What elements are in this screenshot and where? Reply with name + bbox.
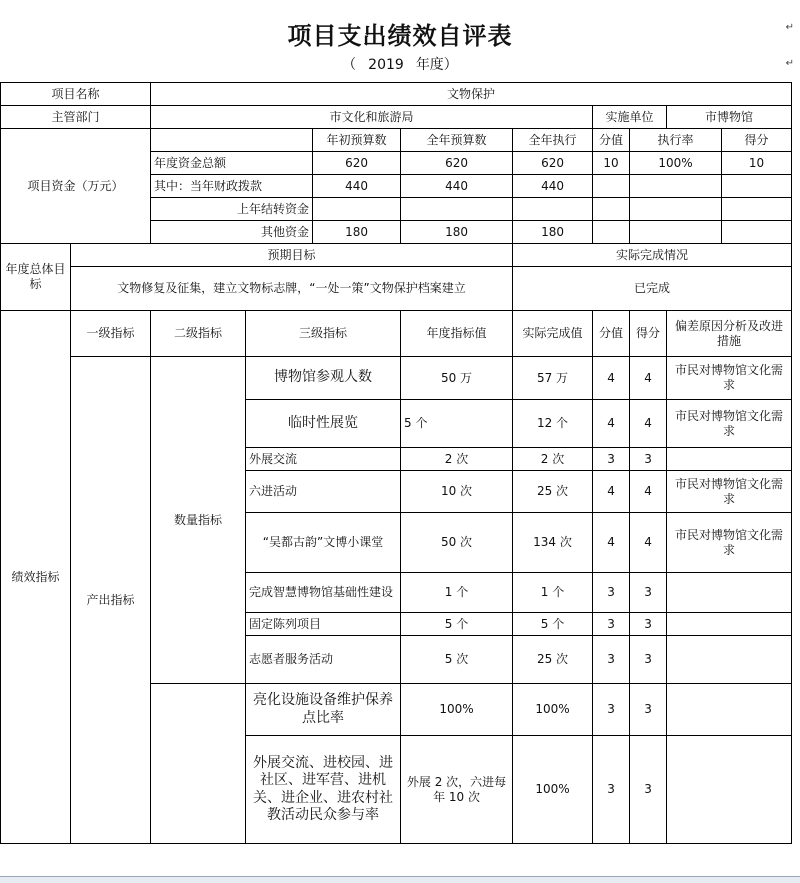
indicator-got: 3 [630,636,667,684]
indicator-header: 偏差原因分析及改进措施 [667,311,792,357]
funds-row-label: 其中：当年财政拨款 [151,175,313,198]
indicator-header: 二级指标 [151,311,246,357]
funds-col-header: 全年执行 [513,129,593,152]
indicator-header: 分值 [593,311,630,357]
project-name-label: 项目名称 [1,83,151,106]
indicator-reason: 市民对博物馆文化需求 [667,513,792,573]
indicator-score: 3 [593,573,630,613]
indicator-name: 外展交流、进校园、进社区、进军营、进机关、进企业、进农村社教活动民众参与率 [246,736,401,844]
funds-cell [513,198,593,221]
indicator-actual: 57 万 [513,357,593,400]
funds-cell: 440 [513,175,593,198]
indicator-got: 3 [630,736,667,844]
funds-cell [313,198,401,221]
indicator-target: 100% [401,684,513,736]
indicator-score: 3 [593,684,630,736]
indicator-reason: 市民对博物馆文化需求 [667,471,792,513]
funds-col-header: 全年预算数 [401,129,513,152]
indicator-name: 固定陈列项目 [246,613,401,636]
indicator-actual: 100% [513,736,593,844]
indicator-name: 亮化设施设备维护保养点比率 [246,684,401,736]
goals-actual-header: 实际完成情况 [513,244,792,267]
indicator-actual: 25 次 [513,471,593,513]
funds-col-header: 得分 [722,129,792,152]
indicator-score: 4 [593,513,630,573]
impl-value: 市博物馆 [667,106,792,129]
indicator-target: 外展 2 次，六进每年 10 次 [401,736,513,844]
funds-cell [593,175,630,198]
dept-label: 主管部门 [1,106,151,129]
paragraph-mark: ↵ [785,22,794,33]
funds-row-label: 其他资金 [151,221,313,244]
funds-col-header: 年初预算数 [313,129,401,152]
indicator-score: 4 [593,400,630,448]
funds-cell: 10 [593,152,630,175]
year-line [0,54,800,74]
indicator-target: 5 个 [401,613,513,636]
funds-col-header: 执行率 [630,129,722,152]
indicator-reason [667,573,792,613]
evaluation-table [0,82,792,844]
indicator-got: 4 [630,357,667,400]
indicator-header: 得分 [630,311,667,357]
funds-cell [593,221,630,244]
indicator-header: 实际完成值 [513,311,593,357]
year-close: 年度） [415,57,458,73]
indicator-score: 4 [593,357,630,400]
indicator-name: 临时性展览 [246,400,401,448]
indicator-score: 3 [593,448,630,471]
indicator-reason: 市民对博物馆文化需求 [667,400,792,448]
funds-cell: 180 [513,221,593,244]
indicator-actual: 134 次 [513,513,593,573]
funds-cell: 620 [513,152,593,175]
indicator-actual: 1 个 [513,573,593,613]
indicators-section-label: 绩效指标 [1,311,71,844]
funds-cell: 620 [313,152,401,175]
indicator-target: 10 次 [401,471,513,513]
funds-cell: 440 [401,175,513,198]
funds-cell [630,221,722,244]
indicator-name: “吴都古韵”文博小课堂 [246,513,401,573]
indicator-score: 4 [593,471,630,513]
impl-label: 实施单位 [593,106,667,129]
indicator-name: 志愿者服务活动 [246,636,401,684]
funds-cell: 100% [630,152,722,175]
indicator-reason [667,448,792,471]
goals-label: 年度总体目标 [1,244,71,311]
goals-actual-text: 已完成 [513,267,792,311]
indicator-got: 3 [630,448,667,471]
indicator-reason: 市民对博物馆文化需求 [667,357,792,400]
page-title: 项目支出绩效自评表 [287,21,513,50]
level2-indicator: 数量指标 [151,357,246,684]
indicator-got: 4 [630,400,667,448]
indicator-got: 3 [630,684,667,736]
indicator-actual: 100% [513,684,593,736]
indicator-name: 外展交流 [246,448,401,471]
indicator-score: 3 [593,636,630,684]
funds-cell [630,198,722,221]
indicator-reason [667,684,792,736]
indicator-target: 50 万 [401,357,513,400]
funds-cell [593,198,630,221]
indicator-got: 3 [630,573,667,613]
indicator-actual: 12 个 [513,400,593,448]
goals-expected-header: 预期目标 [71,244,513,267]
indicator-target: 5 次 [401,636,513,684]
indicator-reason [667,736,792,844]
level1-indicator: 产出指标 [71,357,151,844]
indicator-score: 3 [593,613,630,636]
funds-row-label: 上年结转资金 [151,198,313,221]
indicator-score: 3 [593,736,630,844]
indicator-target: 2 次 [401,448,513,471]
funds-col-header: 分值 [593,129,630,152]
paragraph-mark: ↵ [785,58,794,69]
funds-cell: 620 [401,152,513,175]
funds-cell: 180 [313,221,401,244]
indicator-name: 博物馆参观人数 [246,357,401,400]
level2-indicator-blank [151,684,246,844]
indicator-header: 三级指标 [246,311,401,357]
funds-cell [630,175,722,198]
funds-cell: 440 [313,175,401,198]
indicator-target: 50 次 [401,513,513,573]
funds-row-label: 年度资金总额 [151,152,313,175]
indicator-header: 一级指标 [71,311,151,357]
indicator-got: 4 [630,471,667,513]
funds-cell [722,198,792,221]
indicator-name: 完成智慧博物馆基础性建设 [246,573,401,613]
goals-expected-text: 文物修复及征集，建立文物标志牌，“一处一策”文物保护档案建立 [71,267,513,311]
indicator-header: 年度指标值 [401,311,513,357]
year-value: 2019 [368,57,404,73]
indicator-actual: 2 次 [513,448,593,471]
funds-label: 项目资金（万元） [1,129,151,244]
indicator-got: 3 [630,613,667,636]
indicator-actual: 5 个 [513,613,593,636]
year-open: （ [342,57,357,73]
funds-cell [722,175,792,198]
funds-cell: 10 [722,152,792,175]
funds-corner [151,129,313,152]
indicator-name: 六进活动 [246,471,401,513]
funds-cell [722,221,792,244]
indicator-target: 5 个 [401,400,513,448]
funds-cell [401,198,513,221]
indicator-got: 4 [630,513,667,573]
dept-value: 市文化和旅游局 [151,106,593,129]
indicator-actual: 25 次 [513,636,593,684]
indicator-reason [667,613,792,636]
project-name: 文物保护 [151,83,792,106]
indicator-target: 1 个 [401,573,513,613]
funds-cell: 180 [401,221,513,244]
indicator-reason [667,636,792,684]
